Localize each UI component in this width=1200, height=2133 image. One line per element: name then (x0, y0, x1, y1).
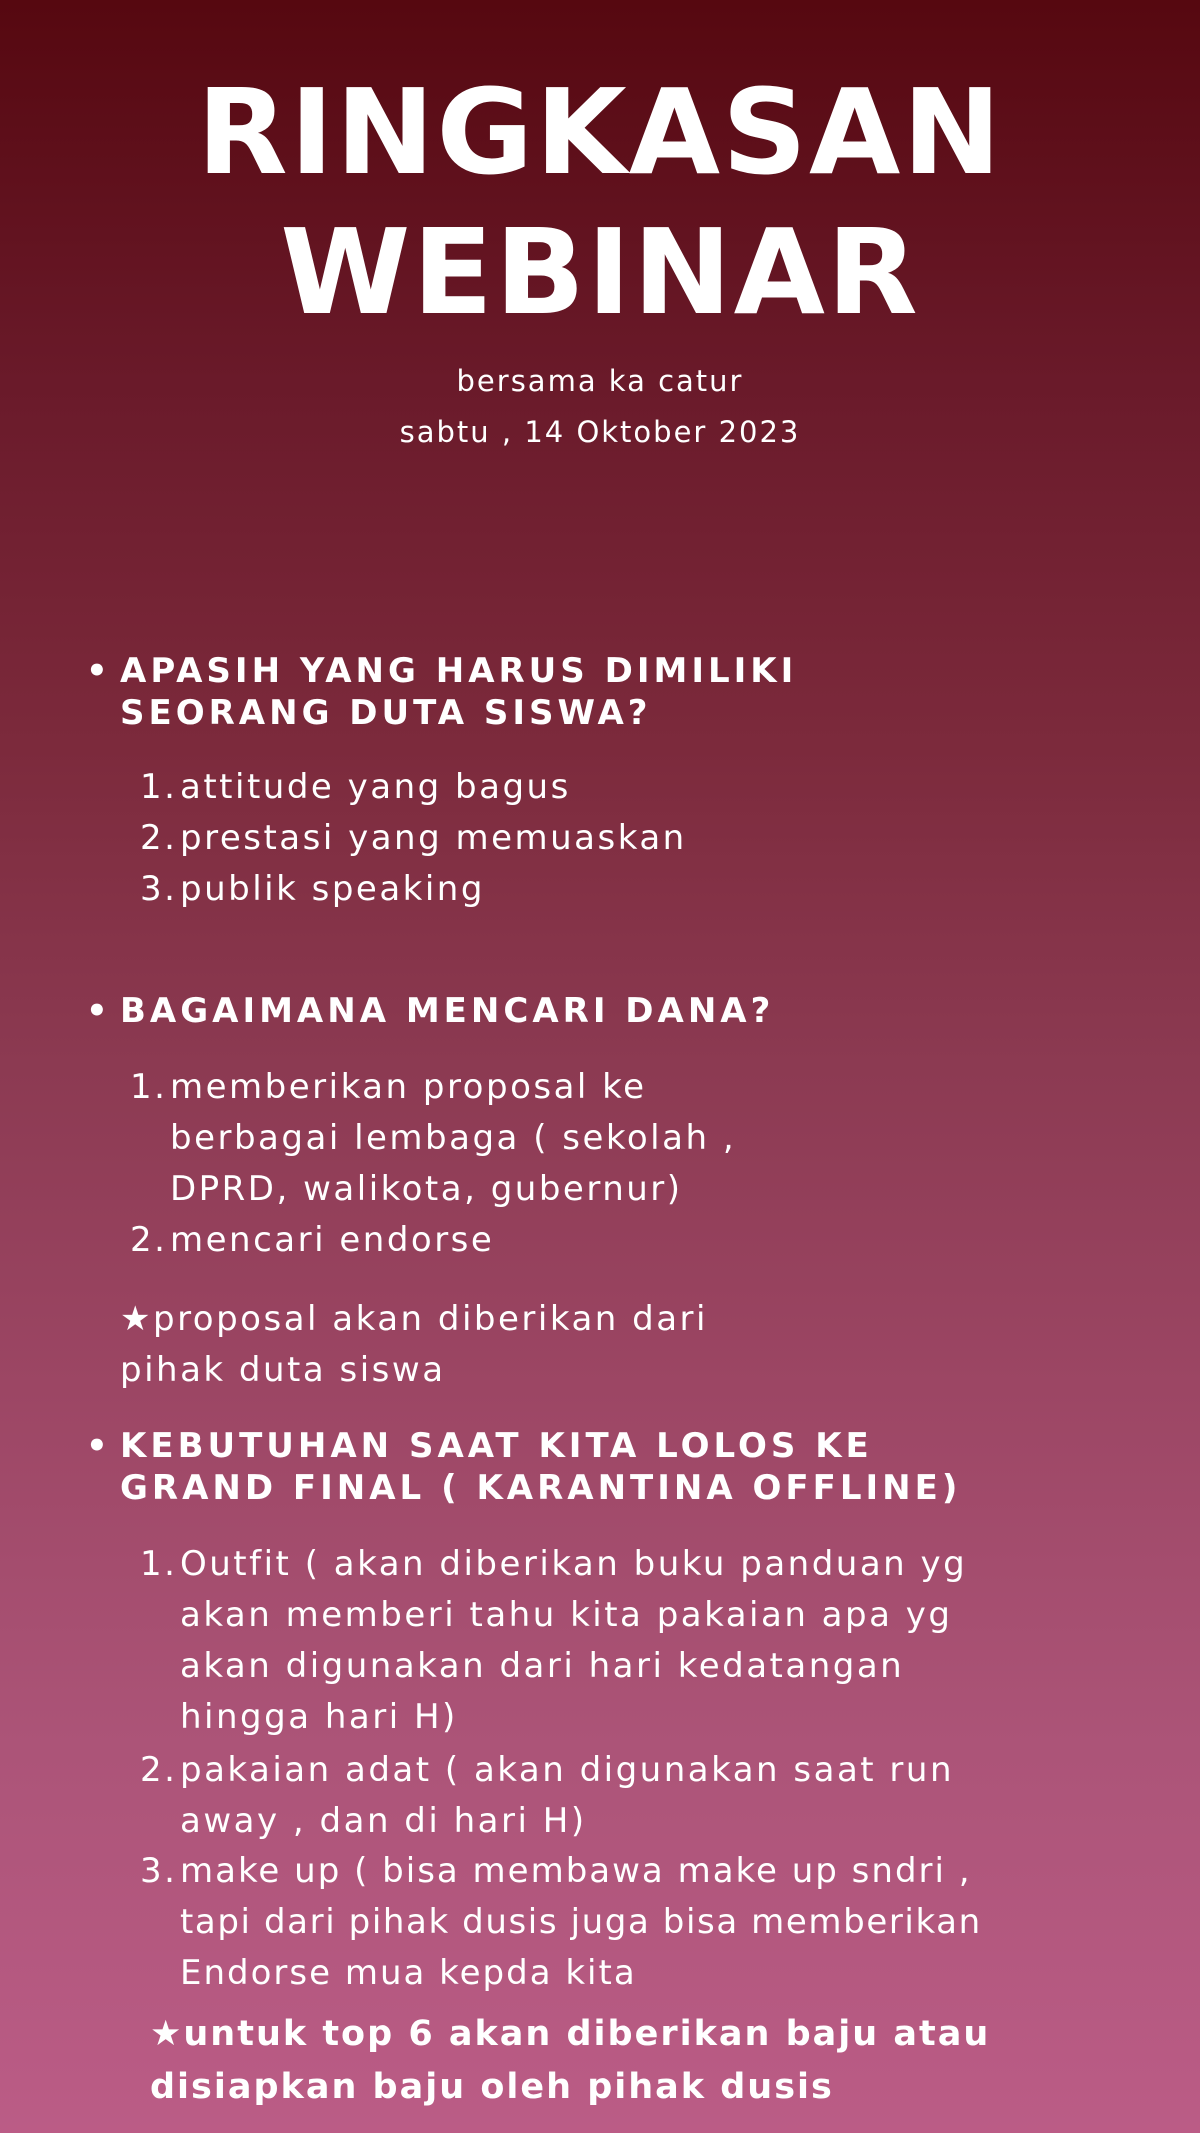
list-item-text: mencari endorse (170, 1220, 495, 1260)
list-item-text-line: make up ( bisa membawa make up sndri , (180, 1851, 972, 1891)
section-1-heading-line-1: APASIH YANG HARUS DIMILIKI (120, 651, 798, 691)
title-line-1: RINGKASAN (196, 63, 1004, 201)
list-item (140, 813, 687, 864)
list-number: 3. (140, 869, 178, 909)
section-3-note (150, 2008, 990, 2114)
bullet-icon: • (86, 991, 112, 1031)
note-line-1: ★proposal akan diberikan dari (120, 1299, 708, 1339)
list-item (140, 762, 571, 813)
list-item (140, 1745, 954, 1847)
section-2-heading (86, 990, 774, 1032)
section-1-heading-line-2: SEORANG DUTA SISWA? (120, 693, 652, 733)
list-number: 2. (130, 1220, 168, 1260)
note-line-2: disiapkan baju oleh pihak dusis (150, 2067, 834, 2107)
list-item (140, 864, 485, 915)
list-number: 1. (140, 767, 178, 807)
note-line-1: ★untuk top 6 akan diberikan baju atau (150, 2014, 991, 2054)
bullet-icon: • (86, 1426, 112, 1466)
title-line-2: WEBINAR (280, 203, 920, 341)
list-item-text-line: akan digunakan dari hari kedatangan (180, 1646, 905, 1686)
list-item (140, 1846, 982, 1999)
list-item-text: prestasi yang memuaskan (180, 818, 687, 858)
list-item-text-line: DPRD, walikota, gubernur) (170, 1169, 683, 1209)
list-number: 2. (140, 818, 178, 858)
subtitle-date: sabtu , 14 Oktober 2023 (399, 415, 801, 449)
section-3-heading (86, 1425, 961, 1509)
list-item-text-line: Outfit ( akan diberikan buku panduan yg (180, 1544, 968, 1584)
list-item (140, 1539, 968, 1743)
list-number: 1. (140, 1544, 178, 1584)
list-item-text: attitude yang bagus (180, 767, 571, 807)
list-number: 3. (140, 1851, 178, 1891)
list-item-text-line: hingga hari H) (180, 1697, 458, 1737)
list-item (130, 1215, 495, 1266)
list-item-text-line: Endorse mua kepda kita (180, 1953, 637, 1993)
note-line-2: pihak duta siswa (120, 1350, 446, 1390)
list-number: 1. (130, 1067, 168, 1107)
section-3-heading-line-2: GRAND FINAL ( KARANTINA OFFLINE) (120, 1468, 962, 1508)
list-item-text-line: tapi dari pihak dusis juga bisa memberikan (180, 1902, 982, 1942)
list-item-text-line: pakaian adat ( akan digunakan saat run (180, 1750, 954, 1790)
list-item-text: publik speaking (180, 869, 485, 909)
list-number: 2. (140, 1750, 178, 1790)
list-item (130, 1062, 737, 1215)
page-title (0, 62, 1200, 342)
section-3-heading-line-1: KEBUTUHAN SAAT KITA LOLOS KE (120, 1426, 873, 1466)
bullet-icon: • (86, 651, 112, 691)
list-item-text-line: away , dan di hari H) (180, 1801, 587, 1841)
section-2-note (120, 1294, 708, 1396)
list-item-text-line: berbagai lembaga ( sekolah , (170, 1118, 737, 1158)
section-1-heading (86, 650, 797, 734)
subtitle-presenter: bersama ka catur (456, 364, 744, 398)
section-2-heading-text: BAGAIMANA MENCARI DANA? (120, 991, 775, 1031)
list-item-text-line: akan memberi tahu kita pakaian apa yg (180, 1595, 953, 1635)
list-item-text-line: memberikan proposal ke (170, 1067, 647, 1107)
